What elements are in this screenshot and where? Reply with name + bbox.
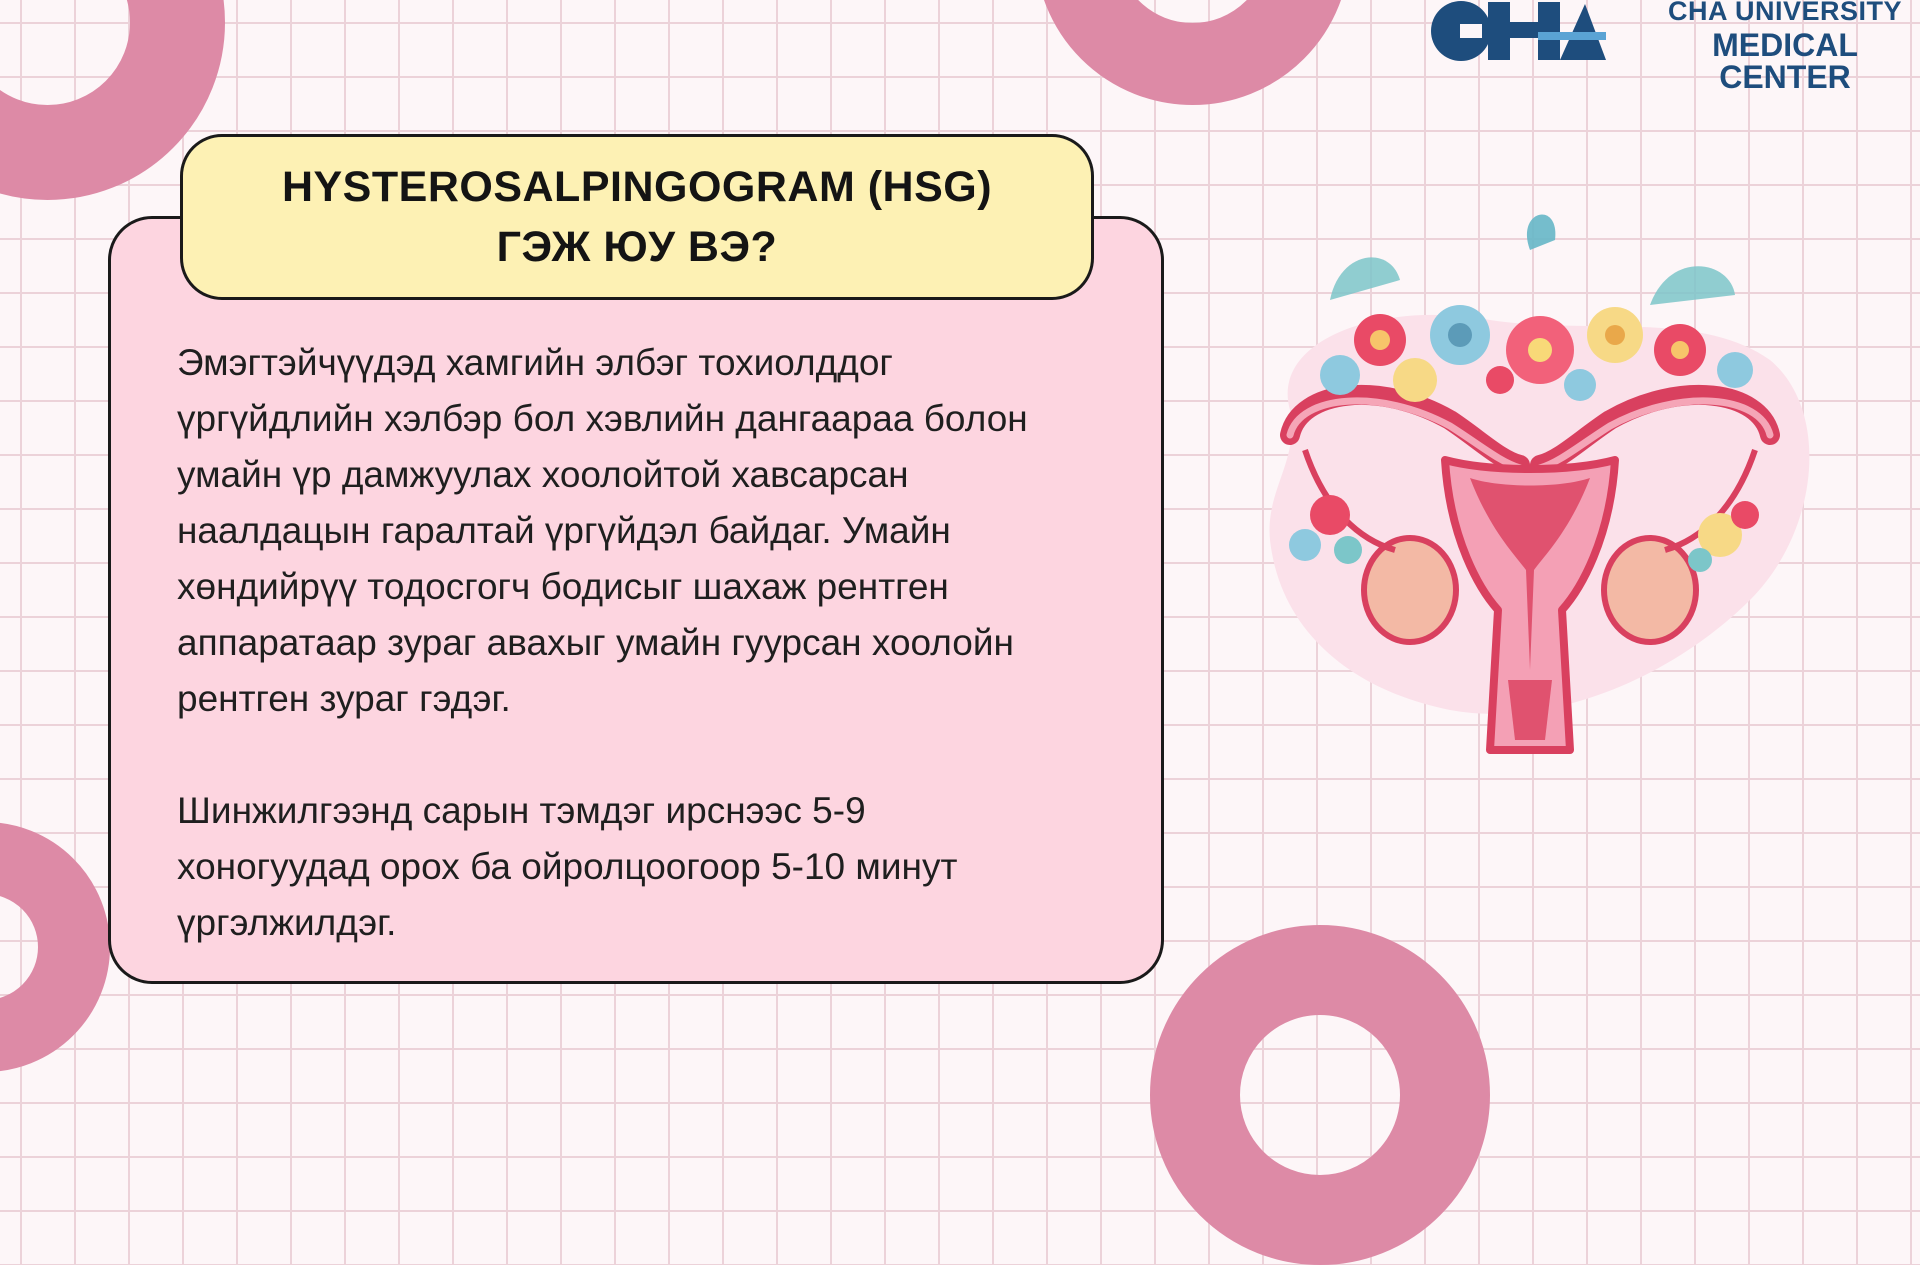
paragraph-1-line: умайн үр дамжуулах хоолойтой хавсарсан — [177, 454, 909, 495]
logo-line-medical-center: MEDICAL CENTER — [1712, 27, 1858, 95]
page-title-line-2: ГЭЖ ЮУ ВЭ? — [496, 223, 778, 271]
paragraph-1-line: аппаратаар зураг авахыг умайн гуурсан хоолойн — [177, 622, 1014, 663]
decorative-ring-bottom-left — [0, 822, 110, 1072]
paragraph-2-line: хоногуудад орох ба ойролцоогоор 5-10 минут — [177, 846, 958, 887]
card-body — [177, 335, 1137, 951]
decorative-ring-bottom-right — [1150, 925, 1490, 1265]
cha-logo — [1430, 0, 1920, 95]
content-card — [108, 216, 1164, 984]
paragraph-2 — [177, 783, 1137, 951]
title-box — [180, 134, 1094, 300]
paragraph-1-line: хөндийрүү тодосгогч бодисыг шахаж рентген — [177, 566, 949, 607]
cha-logo-mark-icon — [1430, 0, 1606, 62]
paragraph-1 — [177, 335, 1137, 727]
uterus-with-flowers-icon — [1230, 210, 1830, 770]
paragraph-2-line: Шинжилгээнд сарын тэмдэг ирснээс 5-9 — [177, 790, 866, 831]
paragraph-1-line: үргүйдлийн хэлбэр бол хэвлийн дангаараа болон — [177, 398, 1028, 439]
paragraph-1-line: рентген зураг гэдэг. — [177, 678, 511, 719]
paragraph-1-line: Эмэгтэйчүүдэд хамгийн элбэг тохиолддог — [177, 342, 893, 383]
logo-line-university: CHA UNIVERSITY — [1667, 0, 1903, 26]
page-title-line-1: HYSTEROSALPINGOGRAM (HSG) — [281, 163, 993, 211]
paragraph-2-line: үргэлжилдэг. — [177, 902, 397, 943]
decorative-ring-top-center — [1035, 0, 1350, 105]
logo-text — [1650, 0, 1920, 93]
paragraph-1-line: наалдацын гаралтай үргүйдэл байдаг. Умайн — [177, 510, 951, 551]
